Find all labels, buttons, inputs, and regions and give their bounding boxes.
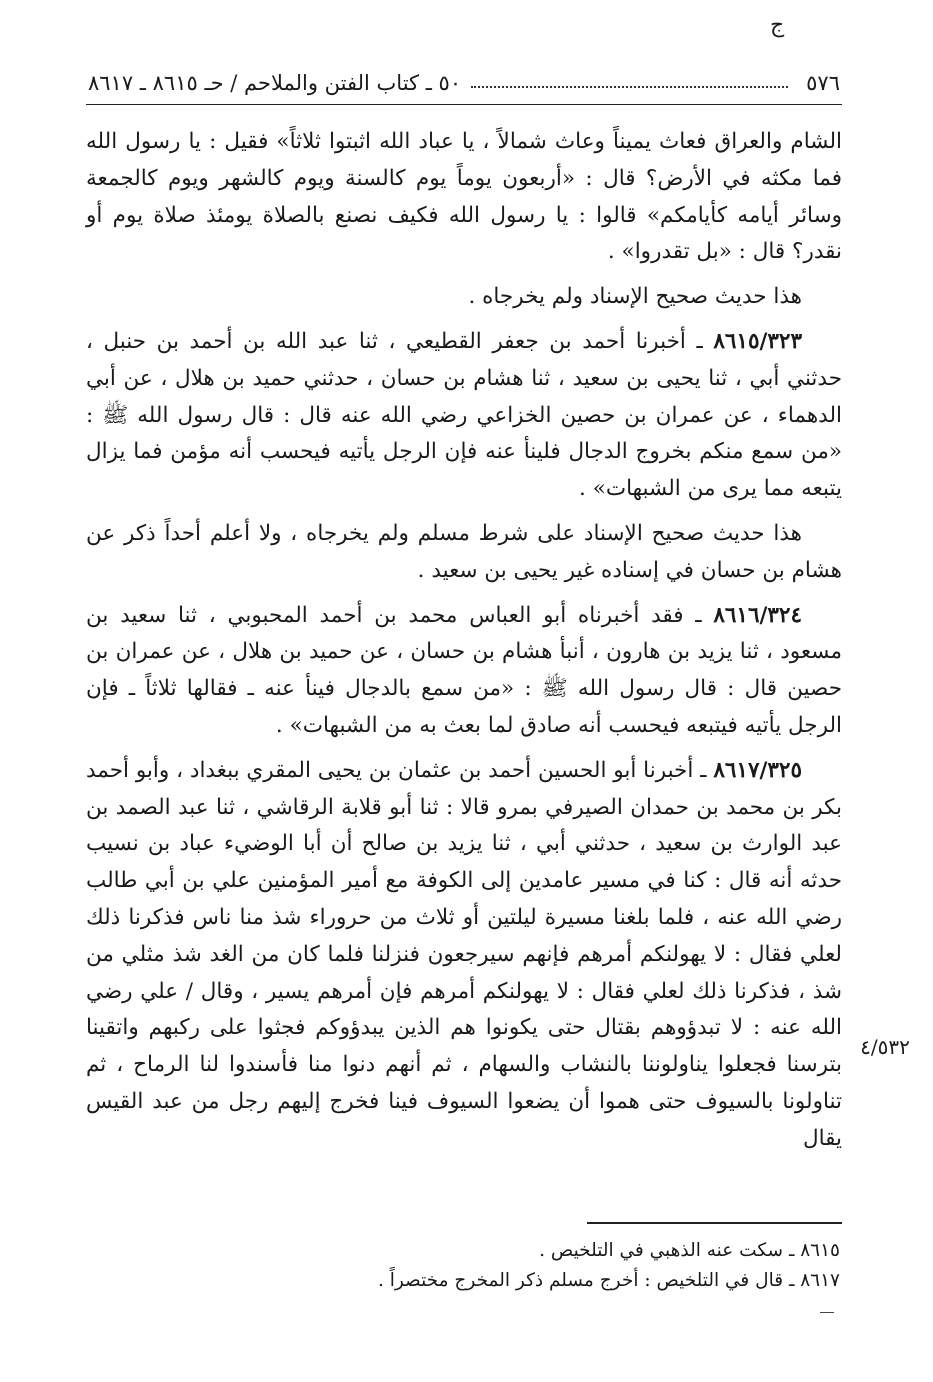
hadith-paragraph	[86, 324, 842, 508]
footnotes	[300, 1236, 840, 1296]
hadith-text: ـ أخبرنا أحمد بن جعفر القطيعي ، ثنا عبد الله بن أحمد بن حنبل ، حدثني أبي ، ثنا يحيى بن سعيد ، ثنا هشام بن حسان ، حدثني حميد بن هلال ، عن أبي الدهماء ، عن عمران بن حصين الخزاعي رضي الله عنه قال : قال رسول الله ﷺ : «من سمع منكم بخروج الدجال فلينأ عنه فإن الرجل يأتيه فيحسب أنه مؤمن فما يزال يتبعه مما يرى من الشبهات» .	[86, 328, 842, 502]
page-number: ٥٧٦	[806, 71, 840, 95]
footnote-rule	[587, 1222, 842, 1224]
margin-reference: ٤/٥٣٢	[860, 1035, 910, 1059]
hadith-number: ٨٦١٧/٣٢٥	[713, 757, 802, 783]
running-title: ٥٠ ـ كتاب الفتن والملاحم / حـ ٨٦١٥ ـ ٨٦١٧	[88, 71, 462, 95]
hadith-number: ٨٦١٦/٣٢٤	[713, 602, 802, 628]
footnote: ٨٦١٥ ـ سكت عنه الذهبي في التلخيص .	[539, 1240, 840, 1261]
footnote: ٨٦١٧ ـ قال في التلخيص : أخرج مسلم ذكر المخرج مختصراً .	[377, 1270, 840, 1291]
running-header	[88, 66, 840, 100]
paragraph: الشام والعراق فعاث يميناً وعاث شمالاً ، يا عباد الله اثبتوا ثلاثاً» فقيل : يا رسول الله فما مكثه في الأرض؟ قال : «أربعون يوماً يوم كالسنة ويوم كالشهر ويوم كالجمعة وسائر أيامه كأيامكم» قالوا : يا رسول الله فكيف نصنع بالصلاة يومئذ صلاة يوم أو نقدر؟ قال : «بل تقدروا» .	[86, 129, 842, 265]
hadith-paragraph	[86, 598, 842, 745]
header-rule	[86, 104, 842, 105]
hadith-paragraph	[86, 753, 842, 1158]
paragraph: هذا حديث صحيح الإسناد ولم يخرجاه .	[468, 284, 802, 310]
header-dot-leader	[471, 86, 788, 88]
page-mark: ج	[770, 13, 785, 38]
hadith-text: ـ أخبرنا أبو الحسين أحمد بن عثمان بن يحيى المقري ببغداد ، وأبو أحمد بكر بن محمد بن حمدان الصيرفي بمرو قالا : ثنا أبو قلابة الرقاشي ، ثنا عبد الصمد بن عبد الوارث بن سعيد ، حدثني أبي ، ثنا يزيد بن صالح أن أبا الوضيء عباد بن نسيب حدثه أنه قال : كنا في مسير عامدين إلى الكوفة مع أمير المؤمنين علي بن أبي طالب رضي الله عنه ، فلما بلغنا مسيرة ليلتين أو ثلاث من حروراء شذ منا ناس فذكرنا ذلك لعلي فقال : لا يهولنكم أمرهم فإنهم سيرجعون فنزلنا فلما كان من الغد شذ مثلي من شذ ، فذكرنا ذلك لعلي فقال : لا يهولنكم أمرهم فإن أمرهم يسير ، وقال / علي رضي الله عنه : لا تبدؤوهم بقتال حتى يكونوا هم الذين يبدؤوكم فجثوا على ركبهم واتقينا بترسنا فجعلوا يناولوننا بالنشاب والسهام ، ثم أنهم دنوا منا فأسندوا لنا الرماح ، ثم تناولونا بالسيوف حتى هموا أن يضعوا السيوف فينا فخرج إليهم رجل من عبد القيس يقال	[86, 757, 842, 1151]
hadith-number: ٨٦١٥/٣٢٣	[713, 328, 802, 354]
hadith-text: ـ فقد أخبرناه أبو العباس محمد بن أحمد المحبوبي ، ثنا سعيد بن مسعود ، ثنا يزيد بن هارون ، أنبأ هشام بن حسان ، عن حميد بن هلال ، عن عمران بن حصين قال : قال رسول الله ﷺ : «من سمع بالدجال فينأ عنه ـ فقالها ثلاثاً ـ فإن الرجل يأتيه فيتبعه فيحسب أنه صادق لما بعث به من الشبهات» .	[86, 602, 842, 738]
paragraph: هذا حديث صحيح الإسناد على شرط مسلم ولم يخرجاه ، ولا أعلم أحداً ذكر عن هشام بن حسان في إسناده غير يحيى بن سعيد .	[86, 520, 842, 583]
bottom-mark	[820, 1312, 834, 1313]
main-text	[86, 124, 842, 1166]
